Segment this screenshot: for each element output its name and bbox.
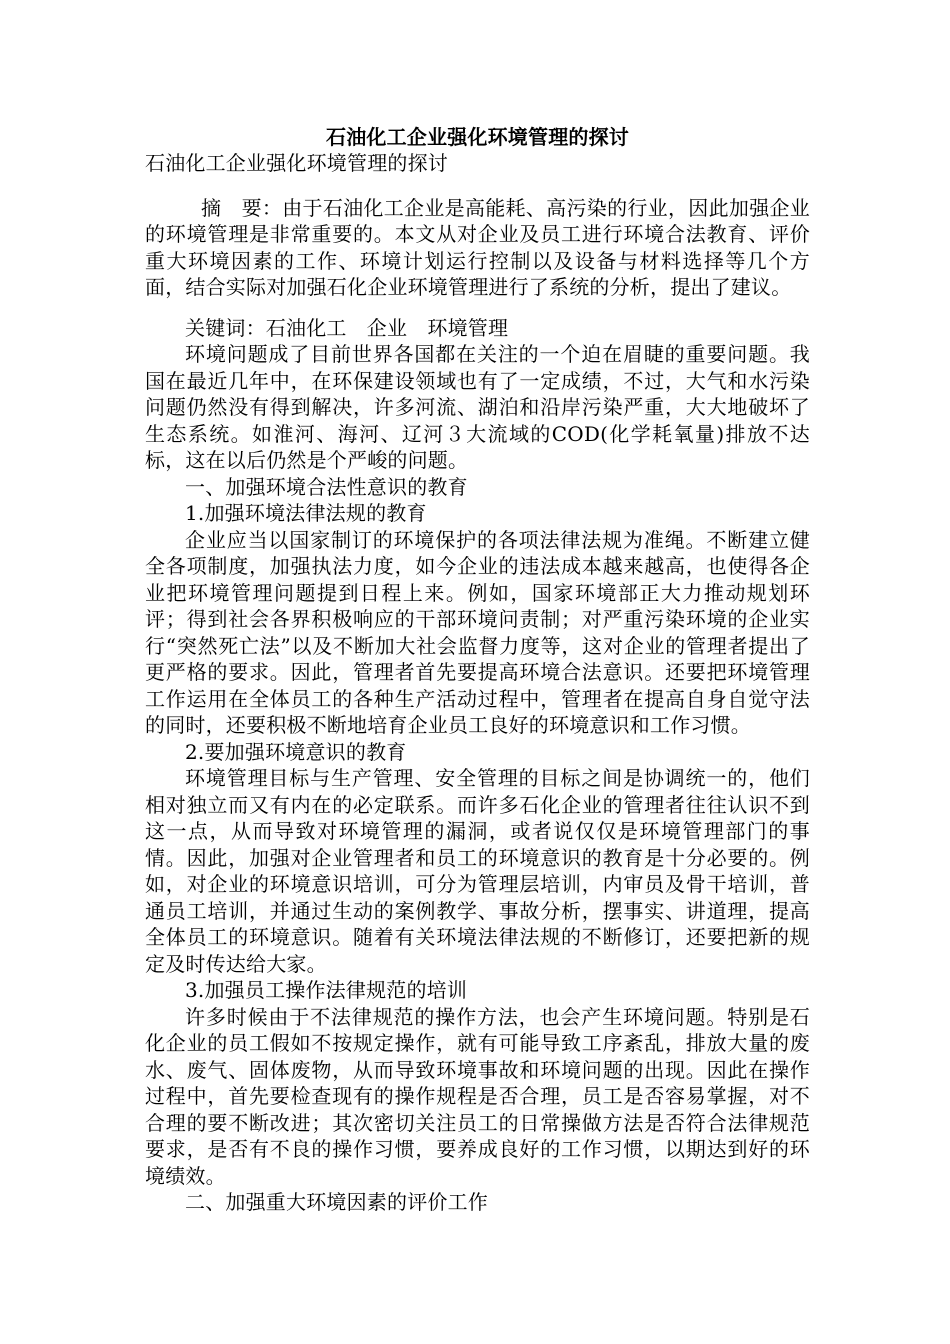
keywords-line: 关键词：石油化工 企业 环境管理 [185, 315, 509, 340]
intro-paragraph: 环境问题成了目前世界各国都在关注的一个迫在眉睫的重要问题。我国在最近几年中，在环保建设领域也有了一定成绩，不过，大气和水污染问题仍然没有得到解决，许多河流、湖泊和沿岸污染严重，大大地破坏了生态系统。如淮河、海河、辽河３大流域的COD(化学耗氧量)排放不达标，这在以后仍然是个严峻的问题。 [145, 342, 810, 472]
spacer [145, 301, 810, 315]
subsection-heading-1: 1.加强环境法律法规的教育 [185, 501, 427, 525]
document-title: 石油化工企业强化环境管理的探讨 [326, 125, 629, 149]
spacer [145, 177, 810, 195]
subsection-body-3: 许多时候由于不法律规范的操作方法，也会产生环境问题。特别是石化企业的员工假如不按规定操作，就有可能导致工序紊乱，排放大量的废水、废气、固体废物，从而导致环境事故和环境问题的出现。因此在操作过程中，首先要检查现有的操作规程是否合理，员工是否容易掌握，对不合理的要不断改进；其次密切关注员工的日常操做方法是否符合法律规范要求，是否有不良的操作习惯，要养成良好的工作习惯，以期达到好的环境绩效。 [145, 1004, 810, 1188]
abstract-paragraph: 摘 要：由于石油化工企业是高能耗、高污染的行业，因此加强企业的环境管理是非常重要的。本文从对企业及员工进行环境合法教育、评价重大环境因素的工作、环境计划运行控制以及设备与材料选择等几个方面，结合实际对加强石化企业环境管理进行了系统的分析，提出了建议。 [145, 195, 810, 299]
subsection-heading-2: 2.要加强环境意识的教育 [185, 739, 407, 764]
subsection-heading-3: 3.加强员工操作法律规范的培训 [185, 978, 468, 1002]
section-heading-1: 一、加强环境合法性意识的教育 [185, 474, 468, 499]
subsection-body-2: 环境管理目标与生产管理、安全管理的目标之间是协调统一的，他们相对独立而又有内在的必定联系。而许多石化企业的管理者往往认识不到这一点，从而导致对环境管理的漏洞，或者说仅仅是环境管理部门的事情。因此，加强对企业管理者和员工的环境意识的教育是十分必要的。例如，对企业的环境意识培训，可分为管理层培训，内审员及骨干培训，普通员工培训，并通过生动的案例教学、事故分析，摆事实、讲道理，提高全体员工的环境意识。随着有关环境法律法规的不断修订，还要把新的规定及时传达给大家。 [145, 766, 810, 976]
document-content [145, 124, 810, 1216]
document-subtitle: 石油化工企业强化环境管理的探讨 [145, 151, 448, 175]
section-heading-2: 二、加强重大环境因素的评价工作 [185, 1190, 488, 1214]
subsection-body-1: 企业应当以国家制订的环境保护的各项法律法规为准绳。不断建立健全各项制度，加强执法力度，如今企业的违法成本越来越高，也使得各企业把环境管理问题提到日程上来。例如，国家环境部正大力推动规划环评；得到社会各界积极响应的干部环境问责制；对严重污染环境的企业实行“突然死亡法”以及不断加大社会监督力度等，这对企业的管理者提出了更严格的要求。因此，管理者首先要提高环境合法意识。还要把环境管理工作运用在全体员工的各种生产活动过程中，管理者在提高自身自觉守法的同时，还要积极不断地培育企业员工良好的环境意识和工作习惯。 [145, 527, 810, 737]
